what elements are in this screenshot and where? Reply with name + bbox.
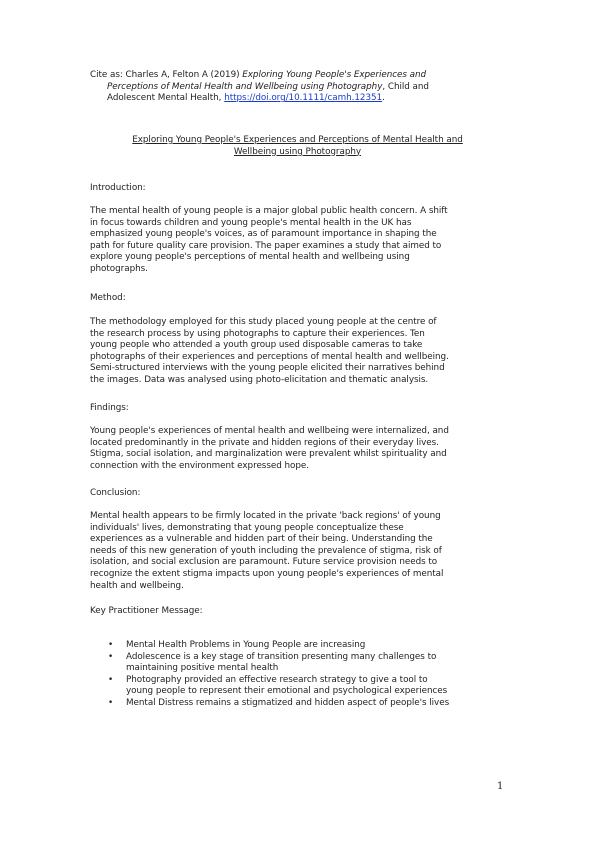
body-line: photographs of their experiences and perceptions of mental health and wellbeing.	[90, 351, 449, 362]
list-item	[108, 675, 508, 698]
list-item-line: Mental Health Problems in Young People are increasing	[126, 640, 366, 650]
list-item	[108, 698, 508, 710]
citation-block	[90, 70, 510, 105]
list-item-line: Adolescence is a key stage of transition presenting many challenges to	[126, 651, 437, 662]
introduction-heading: Introduction:	[90, 183, 146, 193]
body-line: connection with the environment expressed hope.	[90, 460, 310, 471]
conclusion-body	[90, 511, 508, 592]
conclusion-heading: Conclusion:	[90, 488, 141, 498]
body-line: health and wellbeing.	[90, 580, 184, 591]
method-heading: Method:	[90, 293, 126, 303]
citation-title: Exploring Young People's Experiences and	[242, 70, 427, 80]
citation-journal-cont: Adolescent Mental Health,	[107, 93, 225, 104]
body-line: photographs.	[90, 263, 148, 274]
list-item-line: Photography provided an effective research strategy to give a tool to	[126, 674, 428, 685]
body-line: The methodology employed for this study placed young people at the centre of	[90, 317, 437, 327]
title-line: Wellbeing using Photography	[233, 146, 362, 157]
findings-heading: Findings:	[90, 403, 129, 413]
list-item	[108, 652, 508, 675]
list-item	[108, 640, 508, 652]
bullet-icon: •	[108, 651, 114, 662]
body-line: individuals' lives, demonstrating that young people conceptualize these	[90, 522, 404, 533]
bullet-icon: •	[108, 697, 114, 708]
body-line: the research process by using photographs to capture their experiences. Ten	[90, 328, 425, 339]
citation-line-2	[90, 82, 510, 94]
body-line: young people who attended a youth group used disposable cameras to take	[90, 340, 423, 351]
citation-journal: , Child and	[382, 81, 429, 92]
title-line: Exploring Young People's Experiences and Perceptions of Mental Health and	[132, 135, 463, 145]
body-line: isolation, and social exclusion are paramount. Future service provision needs to	[90, 557, 438, 568]
body-line: path for future quality care provision. The paper examines a study that aimed to	[90, 240, 442, 251]
body-line: the images. Data was analysed using photo-elicitation and thematic analysis.	[90, 374, 429, 385]
citation-title-cont: Perceptions of Mental Health and Wellbeing using Photography	[107, 81, 383, 92]
citation-period: .	[382, 93, 385, 104]
body-line: experiences as a vulnerable and hidden part of their being. Understanding the	[90, 534, 433, 545]
body-line: Stigma, social isolation, and marginalization were prevalent whilst spirituality and	[90, 449, 447, 460]
body-line: located predominantly in the private and hidden regions of their everyday lives.	[90, 437, 439, 448]
body-line: Mental health appears to be firmly located in the private 'back regions' of young	[90, 511, 441, 521]
citation-prefix: Cite as: Charles A, Felton A (2019)	[90, 70, 243, 80]
introduction-body	[90, 206, 508, 276]
bullet-icon: •	[108, 640, 114, 650]
page-number: 1	[497, 781, 504, 792]
body-line: in focus towards children and young people's mental health in the UK has	[90, 217, 412, 228]
list-item-line: Mental Distress remains a stigmatized and hidden aspect of people's lives	[126, 697, 450, 708]
body-line: needs of this new generation of youth including the prevalence of stigma, risk of	[90, 545, 442, 556]
method-body	[90, 317, 508, 387]
key-message-heading: Key Practitioner Message:	[90, 606, 203, 616]
body-line: recognize the extent stigma impacts upon young people's experiences of mental	[90, 568, 444, 579]
body-line: emphasized young people's voices, as of paramount importance in shaping the	[90, 229, 437, 240]
key-message-list	[108, 640, 508, 710]
body-line: explore young people's perceptions of mental health and wellbeing using	[90, 252, 410, 263]
citation-line-1	[90, 70, 510, 82]
doi-link[interactable]: https://doi.org/10.1111/camh.12351	[224, 93, 383, 104]
body-line: The mental health of young people is a major global public health concern. A shift	[90, 206, 448, 216]
list-item-line: young people to represent their emotional and psychological experiences	[126, 686, 448, 697]
paper-title	[90, 135, 505, 158]
body-line: Young people's experiences of mental health and wellbeing were internalized, and	[90, 426, 449, 436]
citation-line-3	[90, 93, 510, 105]
list-item-line: maintaining positive mental health	[126, 663, 279, 674]
findings-body	[90, 426, 508, 472]
body-line: Semi-structured interviews with the young people elicited their narratives behind	[90, 363, 445, 374]
bullet-icon: •	[108, 674, 114, 685]
